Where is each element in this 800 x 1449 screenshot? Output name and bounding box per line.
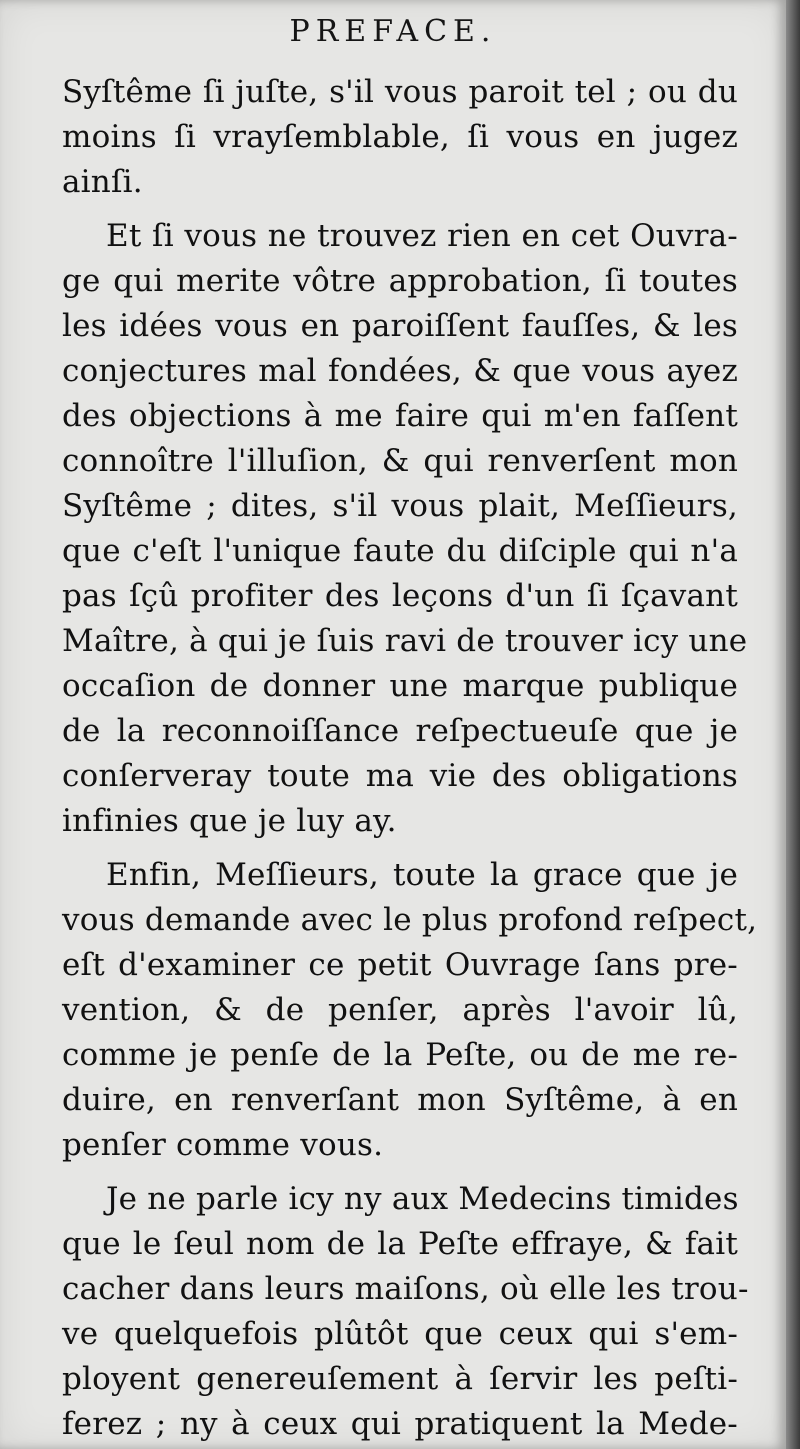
text-line: comme je penſe de la Peſte, ou de me re-: [62, 1037, 738, 1073]
text-line: les idées vous en paroiſſent fauſſes, & les: [62, 308, 738, 344]
text-line: penſer comme vous.: [62, 1127, 384, 1163]
text-line: ge qui merite vôtre approbation, ſi toutes: [62, 263, 738, 299]
text-line: de la reconnoiſſance reſpectueuſe que je: [62, 713, 738, 749]
text-line: duire, en renverſant mon Syſtême, à en: [62, 1082, 738, 1118]
text-line: des objections à me faire qui m'en faſſent: [62, 398, 738, 434]
text-line: eſt d'examiner ce petit Ouvrage ſans pre-: [62, 947, 738, 983]
text-line: que le ſeul nom de la Peſte effraye, & fait: [62, 1226, 738, 1262]
text-line: conſerveray toute ma vie des obligations: [62, 758, 738, 794]
text-line: ferez ; ny à ceux qui pratiquent la Mede-: [62, 1406, 738, 1442]
paragraph: [62, 853, 758, 1168]
text-line: connoître l'illuſion, & qui renverſent mon: [62, 443, 738, 479]
text-line: vous demande avec le plus profond reſpect,: [62, 902, 758, 938]
page-body: [62, 70, 758, 1449]
text-line: Enfin, Meſſieurs, toute la grace que je: [106, 857, 738, 893]
text-line: pas ſçû profiter des leçons d'un ſi ſçavant: [62, 578, 738, 614]
text-line: Syſtême ; dites, s'il vous plait, Meſſieurs,: [62, 488, 738, 524]
text-line: Et ſi vous ne trouvez rien en cet Ouvra-: [106, 218, 738, 254]
text-line: occaſion de donner une marque publique: [62, 668, 738, 704]
paragraph: [62, 214, 748, 844]
page-header: PREFACE.: [289, 14, 497, 49]
text-line: conjectures mal fondées, & que vous ayez: [62, 353, 738, 389]
page-edge-shadow: [786, 0, 800, 1449]
text-line: ployent genereuſement à ſervir les peſti-: [62, 1361, 738, 1397]
text-line: moins ſi vrayſemblable, ſi vous en jugez: [62, 119, 738, 155]
text-line: ainſi.: [62, 164, 143, 200]
text-line: Je ne parle icy ny aux Medecins timides: [106, 1181, 739, 1217]
paragraph: [62, 70, 738, 205]
text-line: Syſtême ſi juſte, s'il vous paroit tel ; ou du: [62, 74, 738, 110]
text-line: ve quelquefois plûtôt que ceux qui s'em-: [62, 1316, 738, 1352]
text-line: cacher dans leurs maiſons, où elle les trou-: [62, 1271, 749, 1307]
paragraph: [62, 1177, 749, 1447]
text-line: Maître, à qui je ſuis ravi de trouver icy une: [62, 623, 748, 659]
text-line: vention, & de penſer, après l'avoir lû,: [62, 992, 738, 1028]
text-line: infinies que je luy ay.: [62, 803, 397, 839]
text-line: que c'eſt l'unique faute du diſciple qui n'a: [62, 533, 738, 569]
